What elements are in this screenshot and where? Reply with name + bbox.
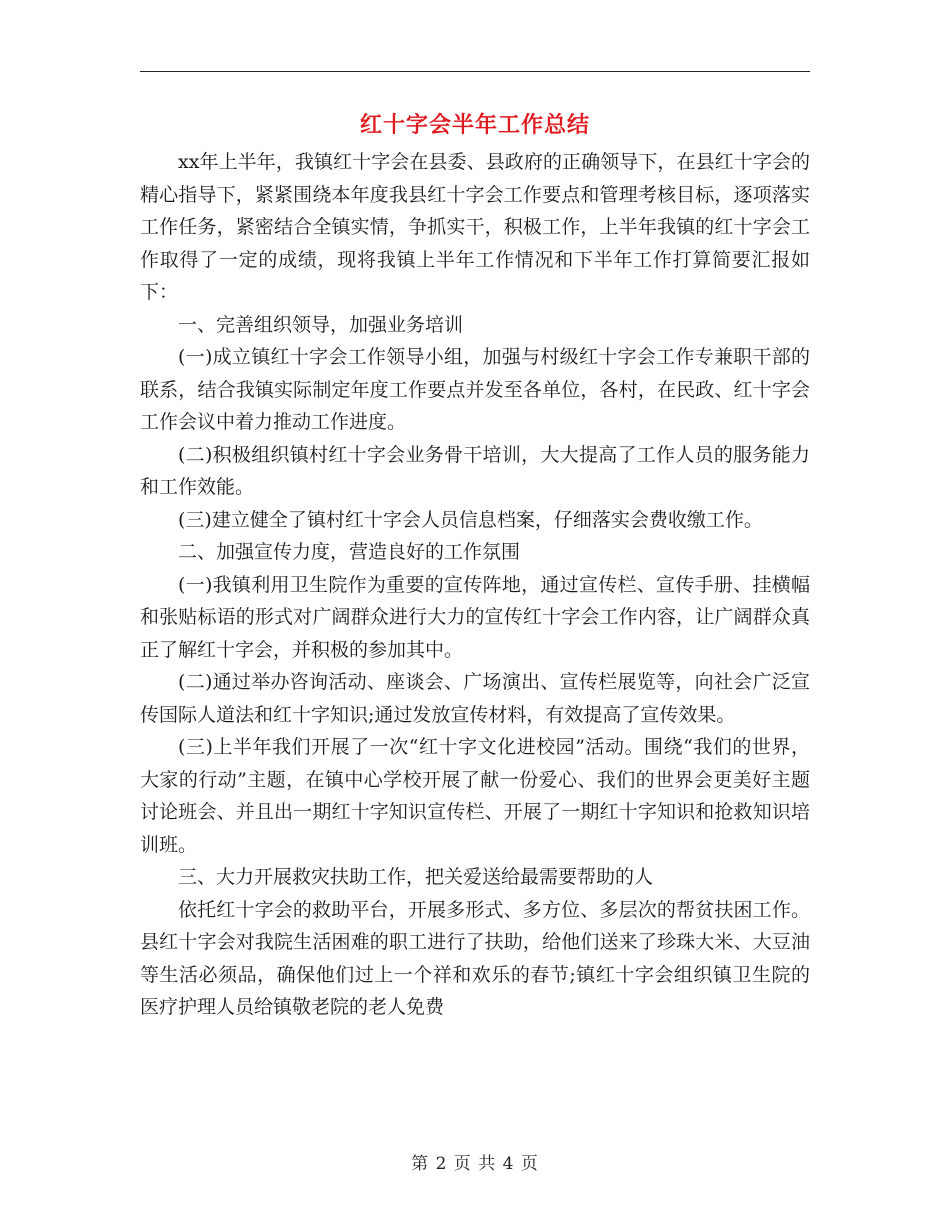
section-heading-2: 二、加强宣传力度，营造良好的工作氛围 — [178, 541, 521, 563]
paragraph-intro: xx年上半年，我镇红十字会在县委、县政府的正确领导下，在县红十字会的精心指导下，紧紧围绕本年度我县红十字会工作要点和管理考核目标，逐项落实工作任务，紧密结合全镇实情，争抓实干，积极工作，上半年我镇的红十字会工作取得了一定的成绩，现将我镇上半年工作情况和下半年工作打算简要汇报如下： — [140, 151, 810, 303]
paragraph-3-1: 依托红十字会的救助平台，开展多形式、多方位、多层次的帮贫扶困工作。县红十字会对我院生活困难的职工进行了扶助，给他们送来了珍珠大米、大豆油等生活必须品，确保他们过上一个祥和欢乐的春节;镇红十字会组织镇卫生院的医疗护理人员给镇敬老院的老人免费 — [140, 898, 810, 1018]
paragraph-2-1: (一)我镇利用卫生院作为重要的宣传阵地，通过宣传栏、宣传手册、挂横幅和张贴标语的形式对广阔群众进行大力的宣传红十字会工作内容，让广阔群众真正了解红十字会，并积极的参加其中。 — [140, 573, 810, 661]
paragraph-2-2: (二)通过举办咨询活动、座谈会、广场演出、宣传栏展览等，向社会广泛宣传国际人道法和红十字知识;通过发放宣传材料，有效提高了宣传效果。 — [140, 671, 810, 726]
document-title: 红十字会半年工作总结 — [359, 113, 590, 138]
section-heading-3: 三、大力开展救灾扶助工作，把关爱送给最需要帮助的人 — [178, 866, 654, 888]
page-number: 第 2 页 共 4 页 — [411, 1154, 539, 1174]
paragraph-1-1: (一)成立镇红十字会工作领导小组，加强与村级红十字会工作专兼职干部的联系，结合我镇实际制定年度工作要点并发至各单位，各村，在民政、红十字会工作会议中着力推动工作进度。 — [140, 346, 810, 433]
section-heading-1: 一、完善组织领导，加强业务培训 — [178, 313, 464, 336]
paragraph-1-2: (二)积极组织镇村红十字会业务骨干培训，大大提高了工作人员的服务能力和工作效能。 — [140, 443, 810, 498]
paragraph-2-3: (三)上半年我们开展了一次“红十字文化进校园”活动。围绕“我们的世界，大家的行动”主题，在镇中心学校开展了献一份爱心、我们的世界会更美好主题讨论班会、并且出一期红十字知识宣传栏、开展了一期红十字知识和抢救知识培训班。 — [140, 736, 810, 856]
document-body — [140, 146, 810, 1024]
paragraph-1-3: (三)建立健全了镇村红十字会人员信息档案，仔细落实会费收缴工作。 — [178, 508, 763, 531]
header-rule — [140, 71, 810, 72]
